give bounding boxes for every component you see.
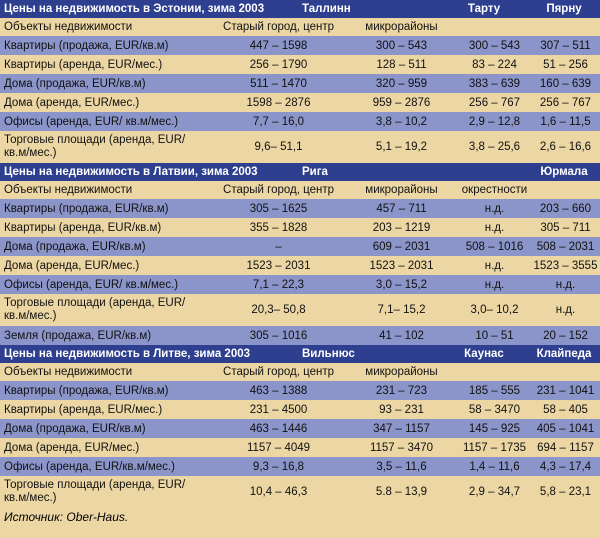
row-label: Дома (аренда, EUR/мес.) (4, 441, 140, 454)
table-cell: 51 – 256 (543, 58, 588, 71)
table-cell: 256 – 767 (468, 96, 521, 109)
table-cell: 1157 – 1735 (462, 441, 527, 454)
table-row (0, 381, 600, 400)
table-cell: 4,3 – 17,4 (539, 460, 592, 473)
table-cell: 1523 – 2031 (369, 259, 434, 272)
table-cell: – (275, 240, 282, 253)
row-label: Квартиры (продажа, EUR/кв.м) (4, 39, 169, 52)
table-cell: 231 – 4500 (249, 403, 308, 416)
table-cell: 231 – 723 (375, 384, 428, 397)
table-row (0, 419, 600, 438)
table-row (0, 131, 600, 163)
row-label: Дома (продажа, EUR/кв.м) (4, 77, 146, 90)
table-row (0, 218, 600, 237)
row-label: Квартиры (продажа, EUR/кв.м) (4, 202, 169, 215)
section-header (0, 345, 600, 363)
table-cell: 511 – 1470 (250, 77, 307, 90)
section-title: Цены на недвижимость в Литве, зима 2003 (4, 348, 251, 360)
table-cell: н.д. (484, 259, 505, 272)
table-row (0, 275, 600, 294)
table-cell: 7,7 – 16,0 (252, 115, 305, 128)
table-cell: 9,3 – 16,8 (252, 460, 305, 473)
table-cell: 128 – 511 (376, 58, 427, 71)
column-header: микрорайоны (365, 366, 438, 378)
table-cell: 58 – 3470 (468, 403, 521, 416)
column-header: Объекты недвижимости (4, 184, 133, 196)
table-cell: н.д. (484, 221, 505, 234)
table-cell: 457 – 711 (376, 202, 427, 215)
table-row (0, 256, 600, 275)
table-cell: 256 – 1790 (249, 58, 308, 71)
row-label: Квартиры (аренда, EUR/мес.) (4, 58, 163, 71)
column-header-row (0, 363, 600, 381)
city-label: Клайпеда (536, 348, 592, 360)
table-cell: 160 – 639 (539, 77, 592, 90)
table-cell: 383 – 639 (468, 77, 521, 90)
table-cell: 1523 – 2031 (246, 259, 311, 272)
table-cell: 231 – 1041 (536, 384, 595, 397)
column-header: микрорайоны (365, 184, 438, 196)
column-header: Старый город, центр (223, 366, 334, 378)
table-row (0, 112, 600, 131)
table-cell: 305 – 1016 (249, 329, 308, 342)
table-cell: 355 – 1828 (249, 221, 308, 234)
table-row (0, 199, 600, 218)
column-header-row (0, 18, 600, 36)
table-row (0, 237, 600, 256)
table-row (0, 400, 600, 419)
city-label: Тарту (467, 3, 501, 15)
table-cell: 1,4 – 11,6 (469, 460, 520, 473)
table-cell: 347 – 1157 (373, 422, 430, 435)
city-label: Каунас (464, 348, 504, 360)
table-cell: 5,1 – 19,2 (375, 141, 428, 153)
city-label: Вильнюс (302, 348, 355, 360)
section-title: Цены на недвижимость в Латвии, зима 2003 (4, 166, 258, 178)
city-label: Пярну (546, 3, 582, 15)
table-cell: 93 – 231 (379, 403, 424, 416)
column-header: Объекты недвижимости (4, 366, 133, 378)
row-label: Дома (продажа, EUR/кв.м) (4, 240, 146, 253)
column-header: окрестности (461, 184, 528, 196)
table-cell: 203 – 660 (539, 202, 592, 215)
source-note: Источник: Ober-Haus. (0, 508, 600, 526)
row-label: Дома (аренда, EUR/мес.) (4, 96, 140, 109)
row-label: Дома (продажа, EUR/кв.м) (4, 422, 146, 435)
table-cell: 508 – 1016 (465, 240, 524, 253)
table-cell: 1523 – 3555 (533, 259, 598, 272)
table-cell: 20,3– 50,8 (251, 304, 306, 316)
table-cell: 58 – 405 (543, 403, 588, 416)
table-cell: 305 – 711 (540, 221, 591, 234)
row-label: Торговые площади (аренда, EUR/кв.м/мес.) (4, 134, 186, 159)
table-row (0, 438, 600, 457)
table-row (0, 36, 600, 55)
table-row (0, 476, 600, 508)
table-cell: 7,1 – 22,3 (252, 278, 305, 291)
table-cell: н.д. (555, 304, 576, 316)
table-row (0, 74, 600, 93)
table-cell: 320 – 959 (375, 77, 428, 90)
column-header: Старый город, центр (223, 184, 334, 196)
table-cell: 959 – 2876 (372, 96, 431, 109)
table-cell: 405 – 1041 (536, 422, 595, 435)
table-cell: 20 – 152 (543, 329, 588, 342)
table-cell: 3,8 – 25,6 (468, 141, 521, 153)
table-cell: 203 – 1219 (372, 221, 431, 234)
column-header: Старый город, центр (223, 21, 334, 33)
table-cell: 305 – 1625 (249, 202, 308, 215)
table-cell: 300 – 543 (375, 39, 428, 52)
table-cell: 1157 – 3470 (369, 441, 434, 454)
table-cell: 41 – 102 (379, 329, 424, 342)
row-label: Дома (аренда, EUR/мес.) (4, 259, 140, 272)
table-row (0, 93, 600, 112)
table-cell: 3,5 – 11,6 (376, 460, 427, 473)
table-cell: 7,1– 15,2 (377, 304, 426, 316)
table-cell: 2,9 – 12,8 (468, 115, 521, 128)
table-cell: 2,9 – 34,7 (468, 486, 521, 498)
section-title: Цены на недвижимость в Эстонии, зима 2003 (4, 3, 265, 15)
table-cell: 1598 – 2876 (246, 96, 311, 109)
row-label: Квартиры (аренда, EUR/мес.) (4, 403, 163, 416)
table-cell: 1,6 – 11,5 (540, 115, 591, 128)
column-header: микрорайоны (365, 21, 438, 33)
table-row (0, 294, 600, 326)
row-label: Торговые площади (аренда, EUR/кв.м/мес.) (4, 297, 186, 322)
row-label: Офисы (аренда, EUR/ кв.м/мес.) (4, 115, 179, 128)
table-cell: 463 – 1446 (249, 422, 308, 435)
table-cell: 3,8 – 10,2 (375, 115, 428, 128)
table-cell: 83 – 224 (472, 58, 517, 71)
row-label: Земля (продажа, EUR/кв.м) (4, 329, 152, 342)
table-row (0, 326, 600, 345)
table-cell: 5.8 – 13,9 (375, 486, 428, 498)
table-cell: 3,0 – 15,2 (375, 278, 428, 291)
column-header-row (0, 181, 600, 199)
city-label: Таллинн (302, 3, 351, 15)
table-cell: н.д. (555, 278, 576, 291)
table-cell: 3,0– 10,2 (470, 304, 519, 316)
table-cell: 5,8 – 23,1 (539, 486, 592, 498)
table-cell: 694 – 1157 (537, 441, 594, 454)
row-label: Офисы (аренда, EUR/кв.м/мес.) (4, 460, 175, 473)
table-cell: 1157 – 4049 (246, 441, 311, 454)
table-cell: н.д. (484, 278, 505, 291)
column-header: Объекты недвижимости (4, 21, 133, 33)
table-cell: 307 – 511 (540, 39, 591, 52)
table-cell: 508 – 2031 (536, 240, 595, 253)
table-cell: 609 – 2031 (372, 240, 431, 253)
table-cell: 10,4 – 46,3 (249, 486, 308, 498)
table-cell: 145 – 925 (468, 422, 521, 435)
city-label: Рига (302, 166, 328, 178)
row-label: Торговые площади (аренда, EUR/кв.м/мес.) (4, 479, 186, 504)
row-label: Офисы (аренда, EUR/ кв.м/мес.) (4, 278, 179, 291)
section-header (0, 163, 600, 181)
table-cell: 185 – 555 (468, 384, 521, 397)
row-label: Квартиры (продажа, EUR/кв.м) (4, 384, 169, 397)
table-cell: 256 – 767 (539, 96, 592, 109)
row-label: Квартиры (аренда, EUR/кв.м) (4, 221, 162, 234)
city-label: Юрмала (540, 166, 588, 178)
table-cell: 10 – 51 (475, 329, 514, 342)
table-row (0, 55, 600, 74)
table-cell: 447 – 1598 (249, 39, 308, 52)
table-cell: н.д. (484, 202, 505, 215)
table-row (0, 457, 600, 476)
section-header (0, 0, 600, 18)
table-cell: 300 – 543 (468, 39, 521, 52)
table-cell: 463 – 1388 (249, 384, 308, 397)
table-cell: 2,6 – 16,6 (539, 141, 592, 153)
table-cell: 9,6– 51,1 (254, 141, 303, 153)
